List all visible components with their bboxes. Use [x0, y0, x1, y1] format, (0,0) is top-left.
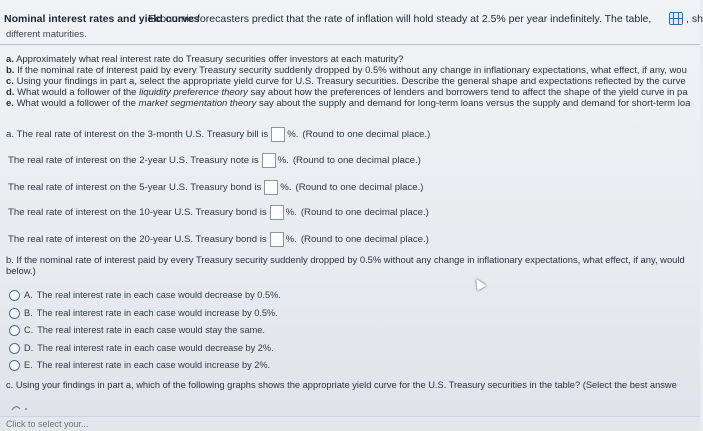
graph-choice-fragment[interactable]	[10, 400, 40, 412]
answer-label: a. The real rate of interest on the 3-month U.S. Treasury bill is	[6, 129, 269, 140]
answer-input-5-year[interactable]	[264, 180, 278, 195]
round-hint: (Round to one decimal place.)	[300, 234, 429, 245]
radio-button[interactable]	[9, 325, 20, 336]
radio-button[interactable]	[9, 308, 20, 319]
round-hint: (Round to one decimal place.)	[302, 129, 431, 140]
answer-label: The real rate of interest on the 2-year U.S. Treasury note is	[8, 155, 259, 166]
answer-label: The real rate of interest on the 5-year U.S. Treasury bond is	[8, 182, 262, 193]
footer-text: Click to select your...	[6, 419, 89, 429]
divider	[0, 44, 700, 45]
answer-input-10-year[interactable]	[270, 205, 284, 220]
answer-row-3-month: a. The real rate of interest on the 3-month U.S. Treasury bill is %. (Round to one decimal place.)	[6, 129, 431, 140]
answer-input-3-month[interactable]	[271, 127, 285, 142]
radio-button[interactable]	[9, 360, 20, 371]
option-e[interactable]: E. The real interest rate in each case would increase by 2%.	[24, 360, 270, 370]
answer-row-20-year: The real rate of interest on the 20-year U.S. Treasury bond is %. (Round to one decimal place.)	[8, 234, 429, 245]
part-b-prompt-line2: below.)	[6, 265, 36, 276]
round-hint: (Round to one decimal place.)	[300, 207, 429, 218]
option-d[interactable]: D. The real interest rate in each case would decrease by 2%.	[24, 343, 274, 353]
question-c: c. Using your findings in part a, select the appropriate yield curve for U.S. Treasury securities. Describe the general shape and expectations reflected by the curve	[6, 76, 686, 87]
radio-button[interactable]	[9, 343, 20, 354]
problem-title: Nominal interest rates and yield curves	[4, 13, 200, 25]
problem-intro-tail: , sh	[686, 13, 703, 25]
problem-intro-line2: different maturities.	[6, 29, 87, 40]
option-b[interactable]: B. The real interest rate in each case would increase by 0.5%.	[24, 308, 278, 318]
answer-row-10-year: The real rate of interest on the 10-year U.S. Treasury bond is %. (Round to one decimal place.)	[8, 207, 429, 218]
answer-label: The real rate of interest on the 10-year U.S. Treasury bond is	[8, 207, 267, 218]
part-b-prompt: b. If the nominal rate of interest paid by every Treasury security suddenly dropped by 0.5% without any change in inflationary expectations, what effect, if any, would	[6, 254, 685, 265]
question-d: d. What would a follower of the liquidity preference theory say about how the preferences of lenders and borrowers tend to affect the shape of the yield curve in pa	[6, 87, 688, 98]
answer-input-2-year[interactable]	[262, 153, 276, 168]
option-a[interactable]: A. The real interest rate in each case would decrease by 0.5%.	[24, 290, 281, 300]
radio-button[interactable]	[9, 290, 20, 301]
mouse-cursor-icon	[472, 276, 486, 291]
problem-intro: Economic forecasters predict that the rate of inflation will hold steady at 2.5% per year indefinitely. The table,	[148, 13, 652, 25]
answer-input-20-year[interactable]	[270, 232, 284, 247]
part-c-prompt: c. Using your findings in part a, which of the following graphs shows the appropriate yield curve for the U.S. Treasury securities in the table? (Select the best answe	[6, 380, 677, 390]
round-hint: (Round to one decimal place.)	[295, 182, 424, 193]
footer-bar	[0, 416, 700, 431]
round-hint: (Round to one decimal place.)	[292, 155, 421, 166]
question-e: e. What would a follower of the market segmentation theory say about the supply and demand for long-term loans versus the supply and demand for short-term loa	[6, 98, 691, 109]
option-c[interactable]: C. The real interest rate in each case would stay the same.	[24, 325, 265, 335]
table-icon[interactable]	[669, 12, 683, 25]
part-c-hint: (Select the best answe	[582, 380, 677, 390]
answer-label: The real rate of interest on the 20-year U.S. Treasury bond is	[8, 234, 267, 245]
answer-row-5-year: The real rate of interest on the 5-year U.S. Treasury bond is %. (Round to one decimal place.)	[8, 182, 424, 193]
question-a: a. Approximately what real interest rate do Treasury securities offer investors at each maturity?	[6, 54, 404, 65]
answer-row-2-year: The real rate of interest on the 2-year U.S. Treasury note is %. (Round to one decimal place.)	[8, 155, 421, 166]
question-b: b. If the nominal rate of interest paid by every Treasury security suddenly dropped by 0.5% without any change in inflationary expectations, what effect, if any, wou	[6, 65, 687, 76]
